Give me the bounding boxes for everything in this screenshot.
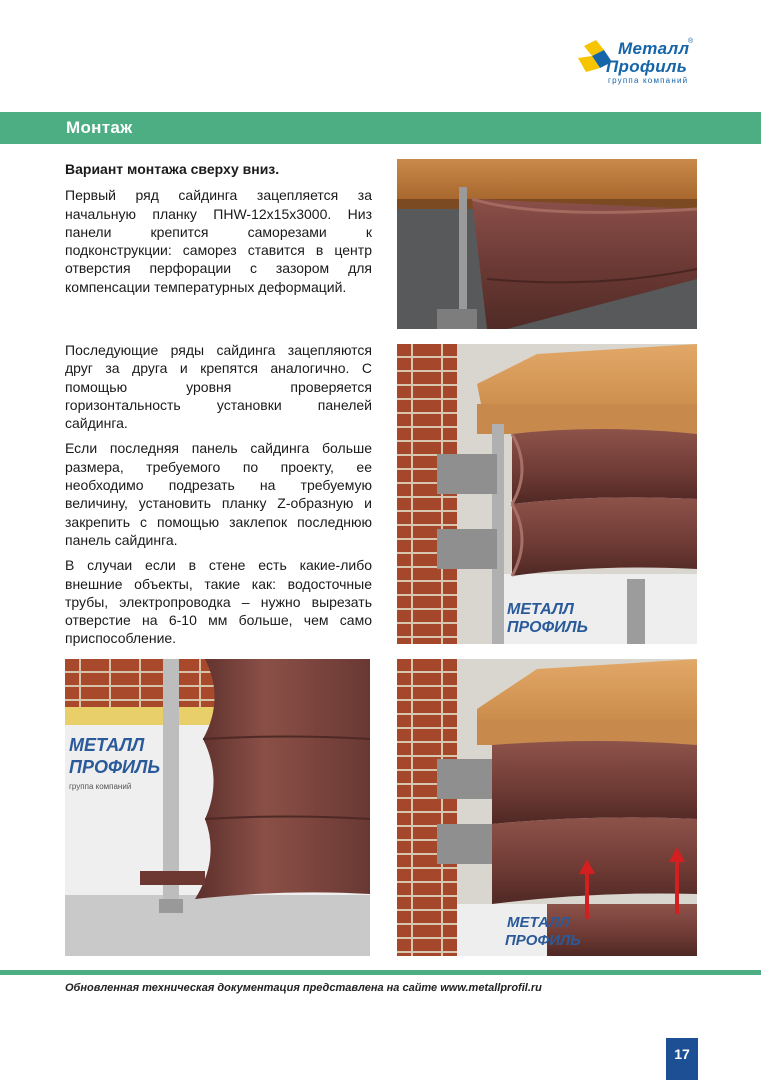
section-header	[0, 112, 761, 144]
page-number: 17	[666, 1038, 698, 1080]
wrap-label-2b: ПРОФИЛЬ	[69, 757, 161, 777]
block1-paragraph: Первый ряд сайдинга зацепляется за начальную планку ПНW-12х15х3000. Низ панели крепится саморезами к подконструкции: саморез ставится в центр отверстия перфорации с зазором для компенсации температурных деформаций.	[65, 187, 372, 295]
block2-paragraph-3: В случаи если в стене есть какие-либо внешние объекты, такие как: водосточные трубы, электропроводка – нужно вырезать отверстие на 6-10 мм больше, чем само приспособление.	[65, 557, 372, 647]
block2-paragraph-1: Последующие ряды сайдинга зацепляются друг за друга и крепятся аналогично. С помощью уровня проверяется горизонтальность установки панелей сайдинга.	[65, 342, 372, 432]
wrap-label-3b: группа компаний	[69, 782, 132, 791]
photo-panel-closeup	[65, 659, 370, 956]
text-block-2	[65, 341, 372, 655]
wrap-label-1c: МЕТАЛЛ	[507, 914, 570, 931]
section-title: Монтаж	[66, 118, 133, 137]
company-logo	[578, 38, 698, 86]
wrap-label-1: МЕТАЛЛ	[507, 601, 574, 618]
photo-panel-fitting	[397, 659, 697, 956]
block2-paragraph-2: Если последняя панель сайдинга больше размера, требуемого по проекту, ее необходимо подрезать на требуемую величину, установить планку Z-образную и закрепить с помощью заклепок последнюю панель сайдинга.	[65, 440, 372, 548]
photo-siding-rows	[397, 344, 697, 644]
wrap-label-2c: ПРОФИЛЬ	[505, 932, 581, 949]
wrap-label-1b: МЕТАЛЛ	[69, 735, 145, 755]
logo-tagline: группа компаний	[608, 76, 689, 85]
footer-divider	[0, 970, 761, 975]
photo-starter-strip	[397, 159, 697, 329]
logo-reg-mark: ®	[688, 38, 694, 45]
logo-line-1: Металл	[618, 39, 690, 58]
block1-heading: Вариант монтажа сверху вниз.	[65, 161, 280, 177]
text-block-1	[65, 160, 372, 303]
logo-line-2: Профиль	[606, 57, 688, 76]
wrap-label-2: ПРОФИЛЬ	[507, 619, 588, 636]
footer-note: Обновленная техническая документация представлена на сайте www.metallprofil.ru	[65, 982, 542, 994]
